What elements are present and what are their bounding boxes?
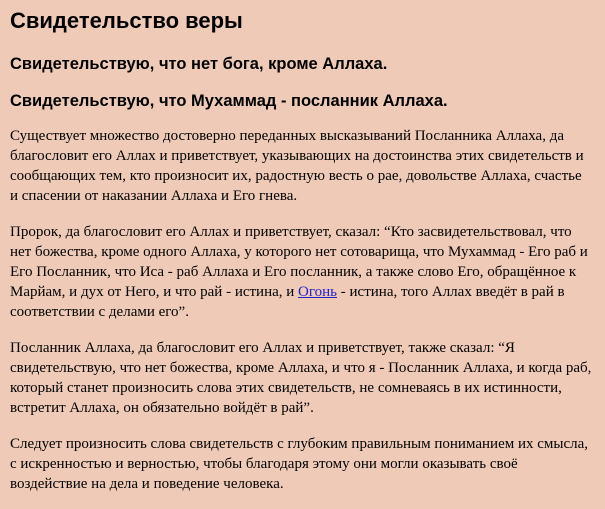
paragraph-3: Посланник Аллаха, да благословит его Аллах и приветствует, также сказал: “Я свидетельствую, что нет божества, кроме Аллаха, и что я - Посланник Аллаха, и когда раб, который станет произносить слова этих свидетельств, не сомневаясь в их истинности, встретит Аллаха, он обязательно войдёт в рай”. [10,340,592,416]
paragraph-2-text-after: - истина, того Аллах введёт в рай в соответствии с делами его”. [10,284,565,320]
paragraph-1: Существует множество достоверно переданных высказываний Посланника Аллаха, да благословит его Аллах и приветствует, указывающих на достоинства этих свидетельств и сообщающих тем, кто произносит их, радостную весть о рае, довольстве Аллаха, счастье и спасении от наказании Аллаха и Его гнева. [10,128,584,204]
paragraph-4: Следует произносить слова свидетельств с глубоким правильным пониманием их смысла, с искренностью и верностью, чтобы благодаря этому они могли оказывать своё воздействие на дела и поведение человека. [10,436,589,492]
paragraph-2 [10,222,593,322]
page-title: Свидетельство веры [10,8,243,33]
paragraph-2-text-before: Пророк, да благословит его Аллах и приветствует, сказал: “Кто засвидетельствовал, что нет божества, кроме одного Аллаха, у которого нет сотоварища, что Мухаммад - Его раб и Его Посланник, что Иса - раб Аллаха и Его посланник, а также слово Его, обращённое к Марйам, и дух от Него, и что рай - истина, и [10,224,588,300]
shahada-line-1: Свидетельствую, что нет бога, кроме Аллаха. [10,55,388,73]
fire-link[interactable]: Огонь [298,284,338,300]
shahada-line-2: Свидетельствую, что Мухаммад - посланник Аллаха. [10,92,448,110]
